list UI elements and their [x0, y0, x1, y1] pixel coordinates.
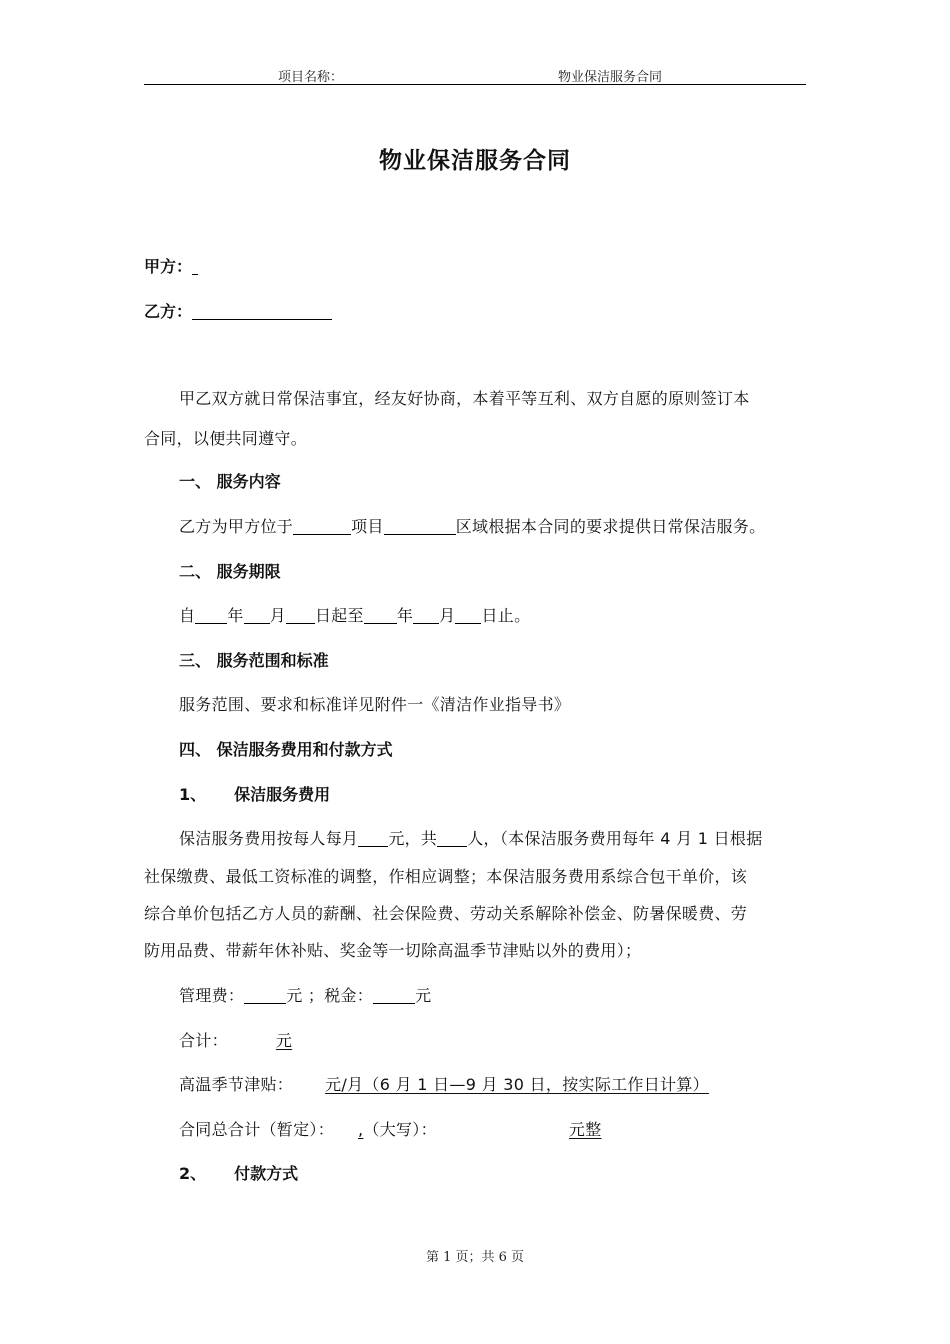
- fee-line-1: [179, 826, 763, 849]
- period-from: 自: [179, 606, 196, 625]
- allowance-value: [293, 1075, 709, 1094]
- mgmt-fee-line: [179, 983, 431, 1006]
- end-day-blank: [455, 607, 481, 624]
- subsection-2-title: 付款方式: [234, 1164, 299, 1183]
- header-rule: [144, 84, 806, 85]
- fee-line-4: 防用品费、带薪年休补贴、奖金等一切除高温季节津贴以外的费用）；: [144, 941, 642, 960]
- year-label-2: 年: [396, 606, 414, 625]
- s1-text-c: 区域根据本合同的要求提供日常保洁服务。: [455, 517, 766, 536]
- day-to-label: 日止。: [481, 606, 531, 625]
- tax-unit: 元: [415, 986, 432, 1005]
- section-2-heading: 二、 服务期限: [179, 562, 281, 581]
- subtotal-label: 合计：: [179, 1031, 228, 1050]
- month-label-2: 月: [439, 606, 456, 625]
- month-label: 月: [269, 606, 286, 625]
- grand-total-line: [179, 1117, 602, 1140]
- fee-text-a: 保洁服务费用按每人每月: [179, 829, 359, 848]
- header-doc-name: 物业保洁服务合同: [558, 70, 663, 85]
- year-label: 年: [227, 606, 244, 625]
- section-3-heading: 三、 服务范围和标准: [179, 651, 329, 670]
- intro-line-1: 甲乙双方就日常保洁事宜，经友好协商，本着平等互利、双方自愿的原则签订本: [179, 389, 750, 408]
- tax-blank: [373, 987, 415, 1004]
- subsection-1-title: 保洁服务费用: [234, 785, 331, 804]
- party-b: [144, 299, 332, 322]
- party-b-blank: [192, 303, 332, 320]
- grand-total-unit: 元整: [568, 1120, 602, 1139]
- section-3-text: 服务范围、要求和标准详见附件一《清洁作业指导书》: [179, 695, 571, 714]
- start-day-blank: [286, 607, 315, 624]
- subsection-2: [179, 1161, 298, 1184]
- grand-total-label: 合同总合计（暂定）：: [179, 1120, 335, 1139]
- fee-line-3: 综合单价包括乙方人员的薪酬、社会保险费、劳动关系解除补偿金、防暑保暖费、劳: [144, 904, 748, 923]
- s1-text-b: 项目: [351, 517, 384, 536]
- party-a-blank: [192, 258, 198, 275]
- tax-label: 元 ；税金：: [286, 986, 374, 1005]
- fee-text-b: 元，共: [388, 829, 438, 848]
- page-footer: 第 1 页；共 6 页: [425, 1250, 525, 1265]
- fee-line-2: 社保缴费、最低工资标准的调整，作相应调整；本保洁服务费用系综合包干单价，该: [144, 867, 748, 886]
- section-1-text: [179, 514, 765, 537]
- grand-total-caps: [437, 1120, 602, 1139]
- headcount-blank: [437, 830, 467, 847]
- start-year-blank: [195, 607, 227, 624]
- grand-total-comma: ,: [358, 1120, 364, 1139]
- subtotal-value: [228, 1031, 308, 1050]
- party-b-label: 乙方：: [144, 302, 193, 321]
- grand-total-caps-label: （大写）：: [363, 1120, 437, 1139]
- page-title: 物业保洁服务合同: [379, 148, 571, 174]
- allowance-line: [179, 1072, 709, 1095]
- location-blank: [293, 518, 351, 535]
- start-month-blank: [244, 607, 270, 624]
- allowance-text: 元/月（6 月 1 日—9 月 30 日，按实际工作日计算）: [325, 1075, 709, 1094]
- subsection-2-num: 2、: [179, 1164, 207, 1183]
- section-1-heading: 一、 服务内容: [179, 472, 281, 491]
- mgmt-fee-label: 管理费：: [179, 986, 245, 1005]
- fee-per-person-blank: [358, 830, 388, 847]
- end-month-blank: [413, 607, 439, 624]
- grand-total-figure: [334, 1120, 363, 1139]
- service-period: [179, 603, 530, 626]
- party-a: [144, 254, 198, 277]
- subtotal-line: [179, 1028, 308, 1051]
- party-a-label: 甲方：: [144, 257, 193, 276]
- end-year-blank: [364, 607, 397, 624]
- intro-line-2: 合同，以便共同遵守。: [144, 429, 308, 448]
- allowance-label: 高温季节津贴：: [179, 1075, 294, 1094]
- subsection-1: [179, 782, 330, 805]
- area-blank: [384, 518, 456, 535]
- subtotal-unit: 元: [275, 1031, 293, 1050]
- subsection-1-num: 1、: [179, 785, 207, 804]
- section-4-heading: 四、 保洁服务费用和付款方式: [179, 740, 393, 759]
- s1-text-a: 乙方为甲方位于: [179, 517, 294, 536]
- header-project-label: 项目名称：: [278, 70, 344, 85]
- day-from-label: 日起至: [314, 606, 364, 625]
- fee-text-c: 人，（本保洁服务费用每年 4 月 1 日根据: [467, 829, 763, 848]
- mgmt-fee-blank: [244, 987, 286, 1004]
